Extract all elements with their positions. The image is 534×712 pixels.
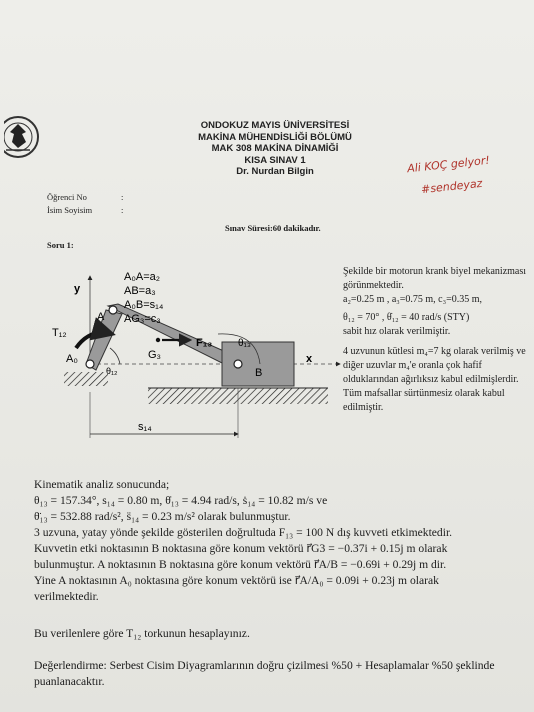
department-name: MAKİNA MÜHENDİSLİĞİ BÖLÜMÜ xyxy=(198,131,352,143)
theta12-arc xyxy=(110,348,120,364)
body-line-1: Kinematik analiz sonucunda; xyxy=(34,478,170,491)
question-label: Soru 1: xyxy=(47,240,74,250)
point-a0-label: A₀ xyxy=(66,353,78,365)
body-line-7: Yine A noktasının A₀ noktasına göre konum vektörü ise r⃗A/A₀ = 0.09i + 0.23j m olarak xyxy=(34,574,439,587)
theta13-label: θ₁₃ xyxy=(238,338,252,349)
g3-label: G₃ xyxy=(148,349,162,361)
task-statement: Bu verilenlere göre T₁₂ torkunun hesaplayınız. xyxy=(34,627,250,640)
mechanism-figure xyxy=(50,262,350,442)
torque-label: T₁₂ xyxy=(52,327,67,339)
problem-side-text xyxy=(343,265,531,415)
body-line-2: θ₁₃ = 157.34°, s₁₄ = 0.80 m, θ̇₁₃ = 4.94 rad/s, ṡ₁₄ = 10.82 m/s ve xyxy=(34,494,328,507)
side-dimensions: a₂=0.25 m , a₃=0.75 m, c₃=0.35 m, xyxy=(343,294,483,305)
y-axis-label: y xyxy=(74,283,81,295)
point-b-label: B xyxy=(255,367,263,379)
instructor-name: Dr. Nurdan Bilgin xyxy=(236,166,314,177)
university-logo xyxy=(4,110,40,164)
grading-note: Değerlendirme: Serbest Cisim Diyagramlarının doğru çizilmesi %50 + Hesaplamalar %50 şeklinde puanlanacaktır. xyxy=(34,659,495,688)
body-line-3: θ̈₁₃ = 532.88 rad/s², s̈₁₄ = 0.23 m/s² olarak bulunmuştur. xyxy=(34,510,291,523)
kinematic-results xyxy=(34,477,529,605)
university-name: ONDOKUZ MAYIS ÜNİVERSİTESİ xyxy=(200,120,350,131)
side-mass-info: 4 uzvunun kütlesi m₄=7 kg olarak verilmiş ve diğer uzuvlar m₄'e oranla çok hafif olduklarından ağırlıksız kabul edilmişlerdir. Tüm mafsallar sürtünmesiz olarak kabul edilmiştir. xyxy=(343,346,526,413)
student-name-colon: : xyxy=(121,205,124,215)
body-line-4: 3 uzvuna, yatay yönde şekilde gösterilen doğrultuda F₁₃ = 100 N dış kuvveti etkimektedir. xyxy=(34,526,453,539)
s14-label: s₁₄ xyxy=(138,421,152,433)
exam-header xyxy=(160,120,390,178)
student-name-row xyxy=(47,205,124,215)
point-a-label: A xyxy=(97,311,105,323)
x-axis-label: x xyxy=(306,353,313,365)
pin-b xyxy=(234,360,242,368)
pin-a xyxy=(109,306,117,314)
exam-title: KISA SINAV 1 xyxy=(244,154,306,166)
exam-duration: Sınav Süresi:60 dakikadır. xyxy=(225,223,321,233)
fig-eq-1: A₀A=a₂ xyxy=(124,271,161,283)
theta12-label: θ₁₂ xyxy=(106,366,118,376)
fig-eq-2: AB=a₃ xyxy=(124,285,156,297)
student-no-colon: : xyxy=(121,192,124,202)
fig-eq-3: A₀B=s₁₄ xyxy=(124,299,164,311)
side-constant-speed: sabit hız olarak verilmiştir. xyxy=(343,326,451,337)
course-name: MAK 308 MAKİNA DİNAMİĞİ xyxy=(211,143,339,154)
slider-block xyxy=(222,342,294,386)
student-no-row xyxy=(47,192,124,202)
student-no-label: Öğrenci No xyxy=(47,192,87,202)
handwritten-note-1: Ali KOÇ gelyor! xyxy=(406,153,491,176)
side-intro: Şekilde bir motorun krank biyel mekanizması görünmektedir. xyxy=(343,266,527,291)
side-angles: θ₁₂ = 70° , θ̇₁₂ = 40 rad/s (STY) xyxy=(343,312,470,323)
fig-eq-4: AG₃=c₃ xyxy=(124,313,161,325)
center-of-mass-g3 xyxy=(156,338,160,342)
ground-hatch-left xyxy=(64,372,108,386)
student-name-label: İsim Soyisim xyxy=(47,205,93,215)
body-line-8: verilmektedir. xyxy=(34,590,99,603)
body-line-5: Kuvvetin etki noktasının B noktasına göre konum vektörü r⃗G3 = −0.37i + 0.15j m olarak xyxy=(34,542,448,555)
force-label: F₁₃ xyxy=(196,337,213,349)
body-line-6: bulunmuştur. A noktasının B noktasına göre konum vektörü r⃗A/B = −0.69i + 0.29j m dir. xyxy=(34,558,447,571)
handwritten-note-2: #sendeyaz xyxy=(420,176,483,197)
pin-a0 xyxy=(86,360,94,368)
